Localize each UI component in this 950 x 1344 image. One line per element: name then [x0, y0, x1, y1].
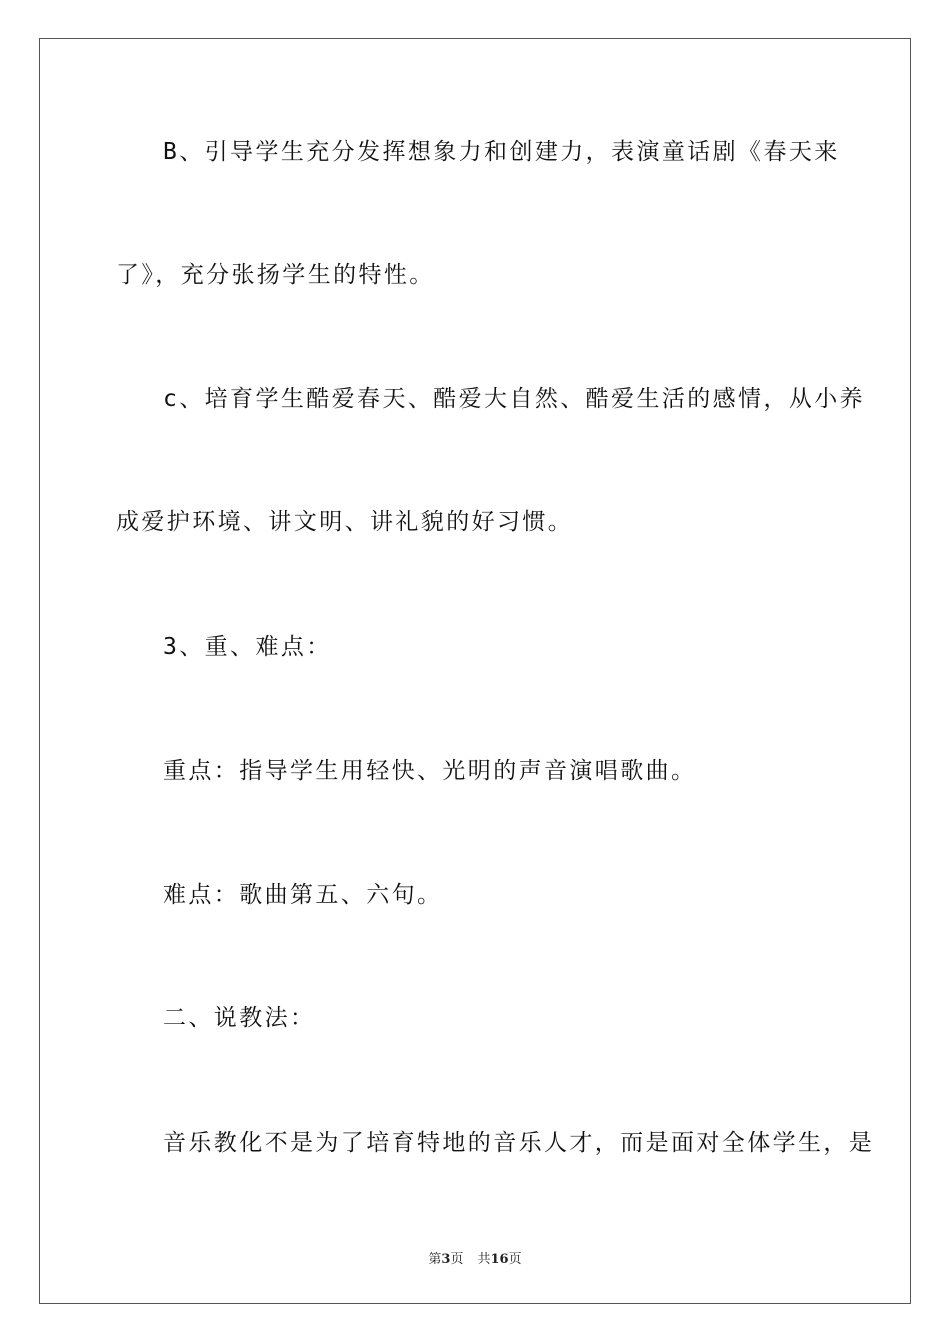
page-footer — [0, 1248, 950, 1267]
paragraph-line: c、培育学生酷爱春天、酷爱大自然、酷爱生活的感情，从小养 — [163, 386, 866, 412]
paragraph-line: 了》，充分张扬学生的特性。 — [116, 262, 435, 288]
paragraph-line: 音乐教化不是为了培育特地的音乐人才，而是面对全体学生，是 — [163, 1130, 875, 1156]
footer-page-current: 3 — [441, 1252, 451, 1267]
section-heading: 二、说教法： — [163, 1005, 316, 1031]
section-heading: 3、重、难点： — [163, 634, 332, 660]
footer-total-prefix: 共 — [477, 1252, 491, 1267]
footer-total-suffix: 页 — [508, 1252, 522, 1267]
paragraph-line: 重点：指导学生用轻快、光明的声音演唱歌曲。 — [163, 758, 697, 784]
paragraph-line: 难点：歌曲第五、六句。 — [163, 882, 443, 908]
footer-page-prefix: 第 — [428, 1252, 442, 1267]
page-frame — [39, 38, 911, 1304]
footer-page-suffix: 页 — [450, 1252, 464, 1267]
paragraph-line: 成爱护环境、讲文明、讲礼貌的好习惯。 — [116, 509, 574, 535]
paragraph-line: B、引导学生充分发挥想象力和创建力，表演童话剧《春天来 — [163, 139, 840, 165]
footer-page-total: 16 — [490, 1252, 509, 1267]
